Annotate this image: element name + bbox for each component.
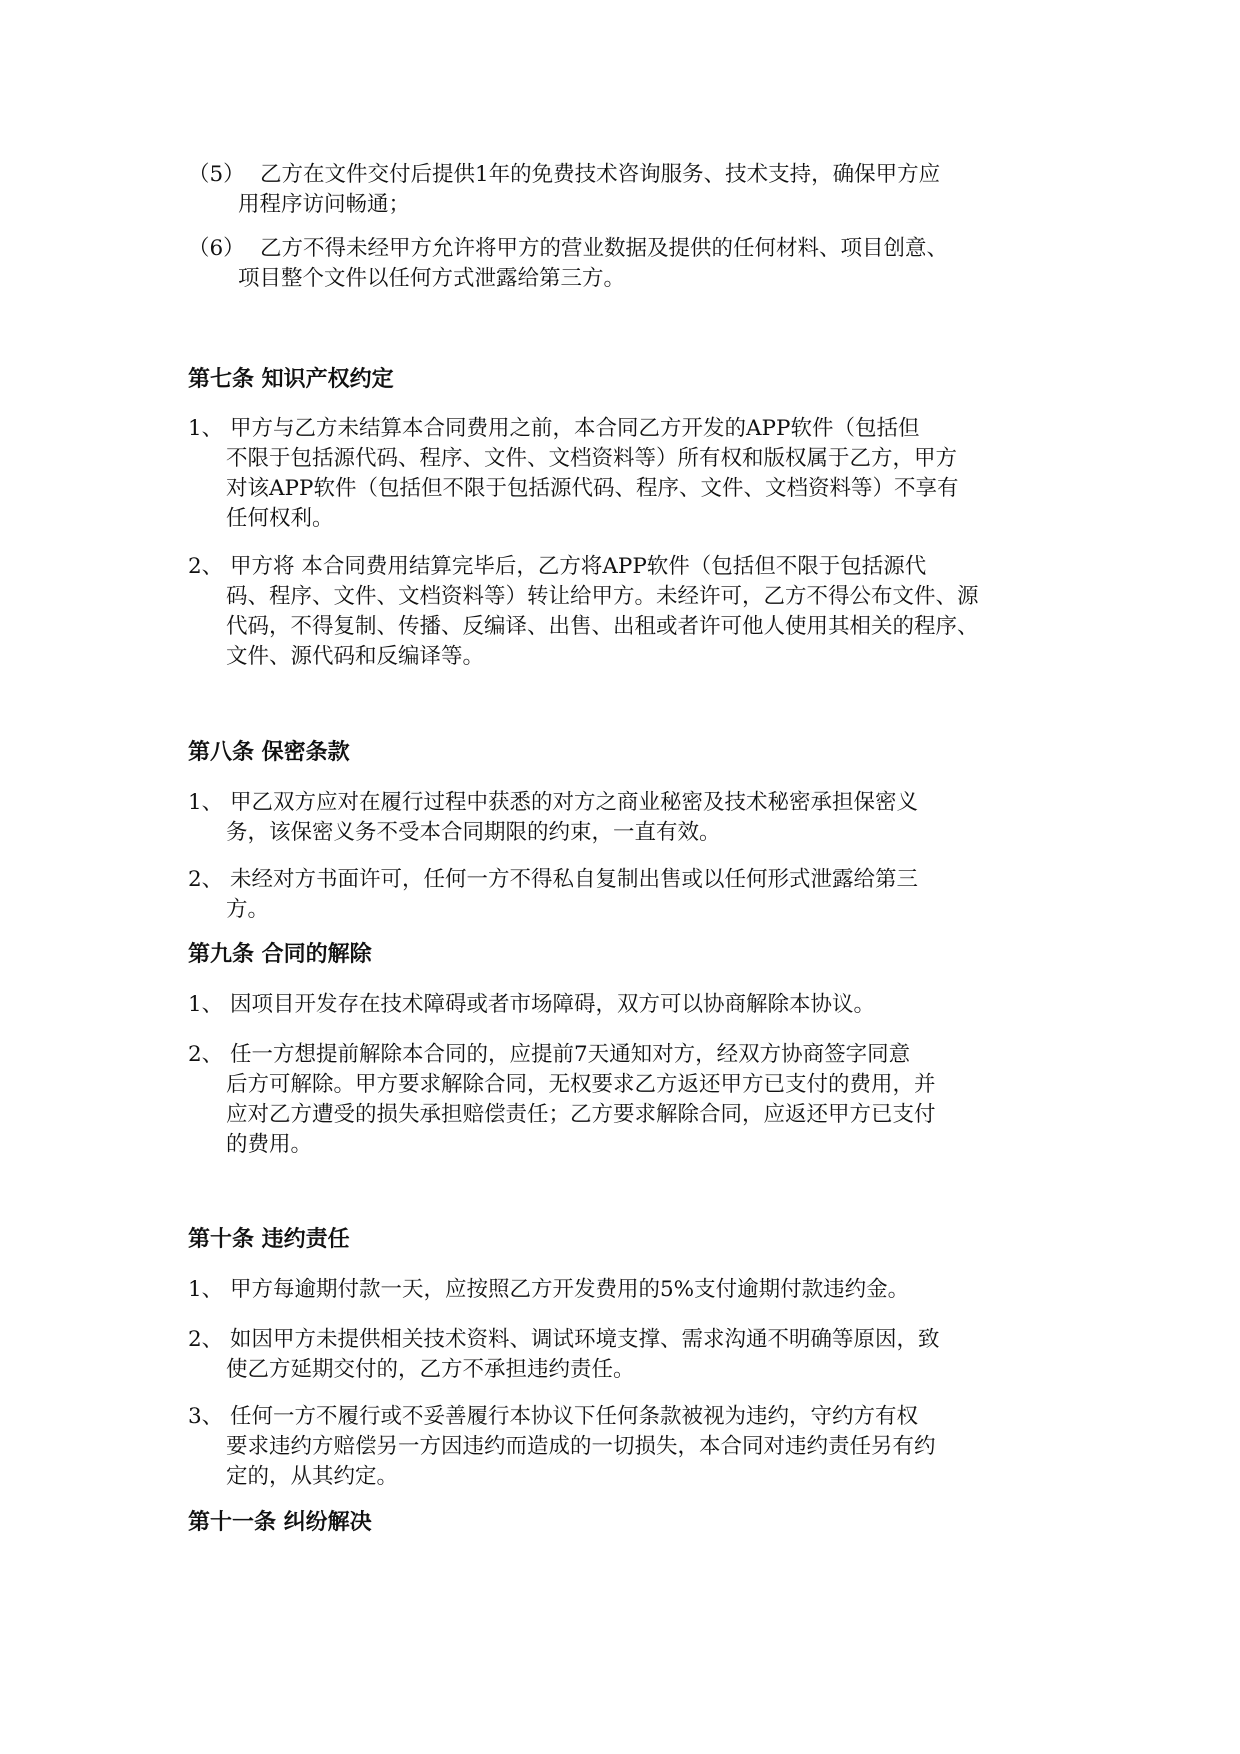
item-text-line: 要求违约方赔偿另一方因违约而造成的一切损失，本合同对违约责任另有约 bbox=[226, 1434, 936, 1459]
section-9-item-1 bbox=[188, 990, 1068, 1020]
item-number: 2、 bbox=[188, 1327, 224, 1352]
item-text-line: 不限于包括源代码、程序、文件、文档资料等）所有权和版权属于乙方，甲方 bbox=[226, 446, 958, 471]
section-9-item-2 bbox=[188, 1040, 1068, 1160]
item-number: 1、 bbox=[188, 992, 224, 1017]
section-10-item-2 bbox=[188, 1325, 1068, 1385]
item-text-line: 码、程序、文件、文档资料等）转让给甲方。未经许可，乙方不得公布文件、源 bbox=[226, 584, 979, 609]
item-text-line: 对该APP软件（包括但不限于包括源代码、程序、文件、文档资料等）不享有 bbox=[226, 476, 959, 501]
item-number: 2、 bbox=[188, 867, 224, 892]
item-number: 2、 bbox=[188, 1042, 224, 1067]
item-text-line: 因项目开发存在技术障碍或者市场障碍，双方可以协商解除本协议。 bbox=[230, 992, 876, 1017]
section-heading-7: 第七条 知识产权约定 bbox=[188, 367, 394, 392]
section-heading-9: 第九条 合同的解除 bbox=[188, 942, 372, 967]
item-number: 2、 bbox=[188, 554, 224, 579]
item-text-line: 的费用。 bbox=[226, 1132, 313, 1157]
item-text-line: 定的，从其约定。 bbox=[226, 1464, 399, 1489]
item-number: 1、 bbox=[188, 416, 224, 441]
item-text-line: 甲乙双方应对在履行过程中获悉的对方之商业秘密及技术秘密承担保密义 bbox=[230, 790, 919, 815]
section-8-item-1 bbox=[188, 788, 1068, 848]
section-7-item-1 bbox=[188, 414, 1068, 534]
item-text-line: 未经对方书面许可，任何一方不得私自复制出售或以任何形式泄露给第三 bbox=[230, 867, 919, 892]
section-heading-8: 第八条 保密条款 bbox=[188, 740, 350, 765]
item-text-line: 文件、源代码和反编译等。 bbox=[226, 644, 485, 669]
item-text-line: 任何一方不履行或不妥善履行本协议下任何条款被视为违约，守约方有权 bbox=[230, 1404, 919, 1429]
item-text-line: 任一方想提前解除本合同的，应提前7天通知对方，经双方协商签字同意 bbox=[230, 1042, 911, 1067]
item-text-line: 后方可解除。甲方要求解除合同，无权要求乙方返还甲方已支付的费用，并 bbox=[226, 1072, 936, 1097]
item-text-line: 务，该保密义务不受本合同期限的约束，一直有效。 bbox=[226, 820, 721, 845]
clause-text-line: 乙方不得未经甲方允许将甲方的营业数据及提供的任何材料、项目创意、 bbox=[260, 236, 949, 261]
clause-text-line: 用程序访问畅通； bbox=[238, 192, 411, 217]
item-text-line: 如因甲方未提供相关技术资料、调试环境支撑、需求沟通不明确等原因，致 bbox=[230, 1327, 940, 1352]
item-text-line: 使乙方延期交付的，乙方不承担违约责任。 bbox=[226, 1357, 635, 1382]
item-text-line: 方。 bbox=[226, 897, 270, 922]
section-10-item-3 bbox=[188, 1402, 1068, 1492]
clause-6 bbox=[188, 234, 1068, 294]
clause-number: （5） bbox=[188, 162, 245, 187]
item-text-line: 甲方每逾期付款一天，应按照乙方开发费用的5%支付逾期付款违约金。 bbox=[230, 1277, 910, 1302]
section-10-item-1 bbox=[188, 1275, 1068, 1305]
item-text-line: 任何权利。 bbox=[226, 506, 334, 531]
item-number: 1、 bbox=[188, 1277, 224, 1302]
section-8-item-2 bbox=[188, 865, 1068, 925]
clause-5 bbox=[188, 160, 1068, 220]
clause-text-line: 乙方在文件交付后提供1年的免费技术咨询服务、技术支持，确保甲方应 bbox=[260, 162, 941, 187]
clause-text-line: 项目整个文件以任何方式泄露给第三方。 bbox=[238, 266, 626, 291]
item-text-line: 甲方将 本合同费用结算完毕后，乙方将APP软件（包括但不限于包括源代 bbox=[230, 554, 927, 579]
item-text-line: 代码，不得复制、传播、反编译、出售、出租或者许可他人使用其相关的程序、 bbox=[226, 614, 979, 639]
item-text-line: 甲方与乙方未结算本合同费用之前，本合同乙方开发的APP软件（包括但 bbox=[230, 416, 920, 441]
clause-number: （6） bbox=[188, 236, 245, 261]
item-text-line: 应对乙方遭受的损失承担赔偿责任；乙方要求解除合同，应返还甲方已支付 bbox=[226, 1102, 936, 1127]
item-number: 1、 bbox=[188, 790, 224, 815]
section-heading-11: 第十一条 纠纷解决 bbox=[188, 1510, 372, 1535]
section-7-item-2 bbox=[188, 552, 1068, 672]
section-heading-10: 第十条 违约责任 bbox=[188, 1227, 350, 1252]
item-number: 3、 bbox=[188, 1404, 224, 1429]
